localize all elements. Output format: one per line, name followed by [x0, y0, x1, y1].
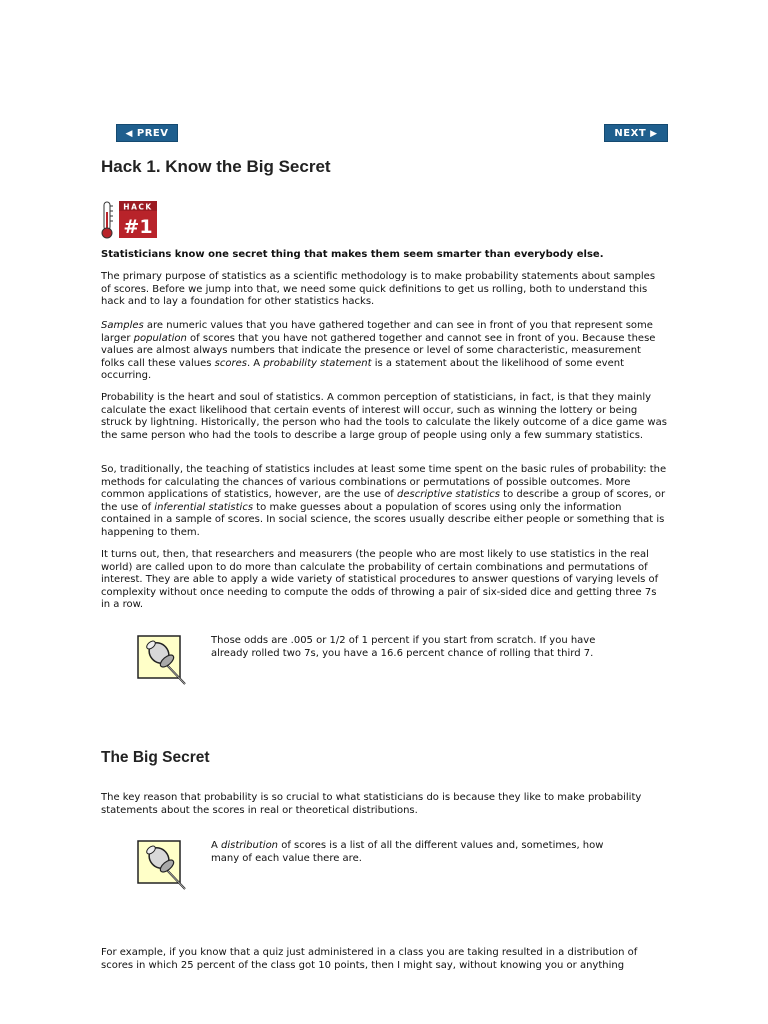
hack-badge [101, 200, 159, 244]
paragraph-4 [101, 464, 667, 540]
p4-text-a: So, traditionally, the teaching of statistics includes at least some time spent on the basic rules of probability: the methods for calculating the chances of various combinations or permutations of possible outcomes. More common applications of statistics, however, are the use of [101, 464, 667, 501]
paragraph-3: Probability is the heart and soul of statistics. A common perception of statisticians, in fact, is that they mainly calculate the exact likelihood that certain events of interest will occur, such as winning the lottery or being struck by lightning. Historically, the person who had the tools to calculate the likely outcome of a dice game was the same person who had the tools to describe a large group of people using only a few summary statistics. [101, 392, 667, 441]
left-arrow-icon: ◀ [125, 129, 133, 139]
hack-title: Hack 1. Know the Big Secret [101, 157, 331, 176]
p4-text-c: to describe a group of scores, or the use of [101, 489, 666, 513]
term-scores: scores [214, 357, 247, 369]
p2-text-d: of scores that you have not gathered together and cannot see in front of you. Because these values are almost always numbers that indicate the presence or level of some characteristic, measurement folks call these values [101, 332, 656, 369]
next-label: NEXT [614, 128, 647, 139]
thermometer-icon [101, 200, 159, 240]
badge-number-text: #1 [123, 216, 153, 238]
next-button[interactable] [604, 124, 668, 142]
p2-text-h: is a statement about the likelihood of some event occurring. [101, 357, 625, 382]
term-probability-statement: probability statement [263, 357, 372, 369]
pushpin-note-icon [137, 840, 189, 896]
hack-tagline: Statisticians know one secret thing that makes them seem smarter than everybody else. [101, 249, 604, 260]
paragraph-1: The primary purpose of statistics as a scientific methodology is to make probability statements about samples of scores. Before we jump into that, we need some quick definitions to get us rolling, both to understand this hack and to lay a foundation for other statistics hacks. [101, 271, 656, 308]
note2-text-a: A [211, 840, 222, 851]
prev-button[interactable] [116, 124, 178, 142]
paragraph-2 [101, 320, 667, 383]
p4-text-e: to make guesses about a population of scores using only the information contained in a sample of scores. In social science, the scores usually describe either people or something that is happening to them. [101, 501, 665, 538]
paragraph-7: For example, if you know that a quiz just administered in a class you are taking resulted in a distribution of scores in which 25 percent of the class got 10 points, then I might say, without knowing you or anything [101, 947, 638, 971]
term-descriptive-statistics: descriptive statistics [397, 489, 500, 501]
note-2 [211, 840, 631, 865]
p2-text-b: are numeric values that you have gathered together and can see in front of you that represent some larger [101, 320, 653, 344]
term-inferential-statistics: inferential statistics [154, 501, 254, 513]
term-samples: Samples [101, 320, 144, 331]
right-arrow-icon: ▶ [650, 129, 658, 139]
term-distribution: distribution [221, 840, 279, 851]
term-population: population [133, 332, 187, 344]
section-title: The Big Secret [101, 749, 210, 766]
pushpin-note-icon [137, 635, 189, 691]
prev-label: PREV [136, 128, 169, 139]
paragraph-6: The key reason that probability is so crucial to what statisticians do is because they like to make probability statements about the scores in real or theoretical distributions. [101, 792, 642, 816]
paragraph-5: It turns out, then, that researchers and measurers (the people who are most likely to use statistics in the real world) are called upon to do more than calculate the probability of certain combinations and permutations of interest. They are able to apply a wide variety of statistical procedures to answer questions of varying levels of complexity without once needing to compute the odds of throwing a pair of six-sided dice and getting three 7s in a row. [101, 549, 659, 611]
p2-text-f: . A [246, 357, 264, 369]
note2-text-c: of scores is a list of all the different values and, sometimes, how many of each value there are. [211, 840, 604, 864]
note-1: Those odds are .005 or 1/2 of 1 percent if you start from scratch. If you have already rolled two 7s, you have a 16.6 percent chance of rolling that third 7. [211, 635, 596, 659]
badge-top-text: HACK [123, 202, 153, 212]
